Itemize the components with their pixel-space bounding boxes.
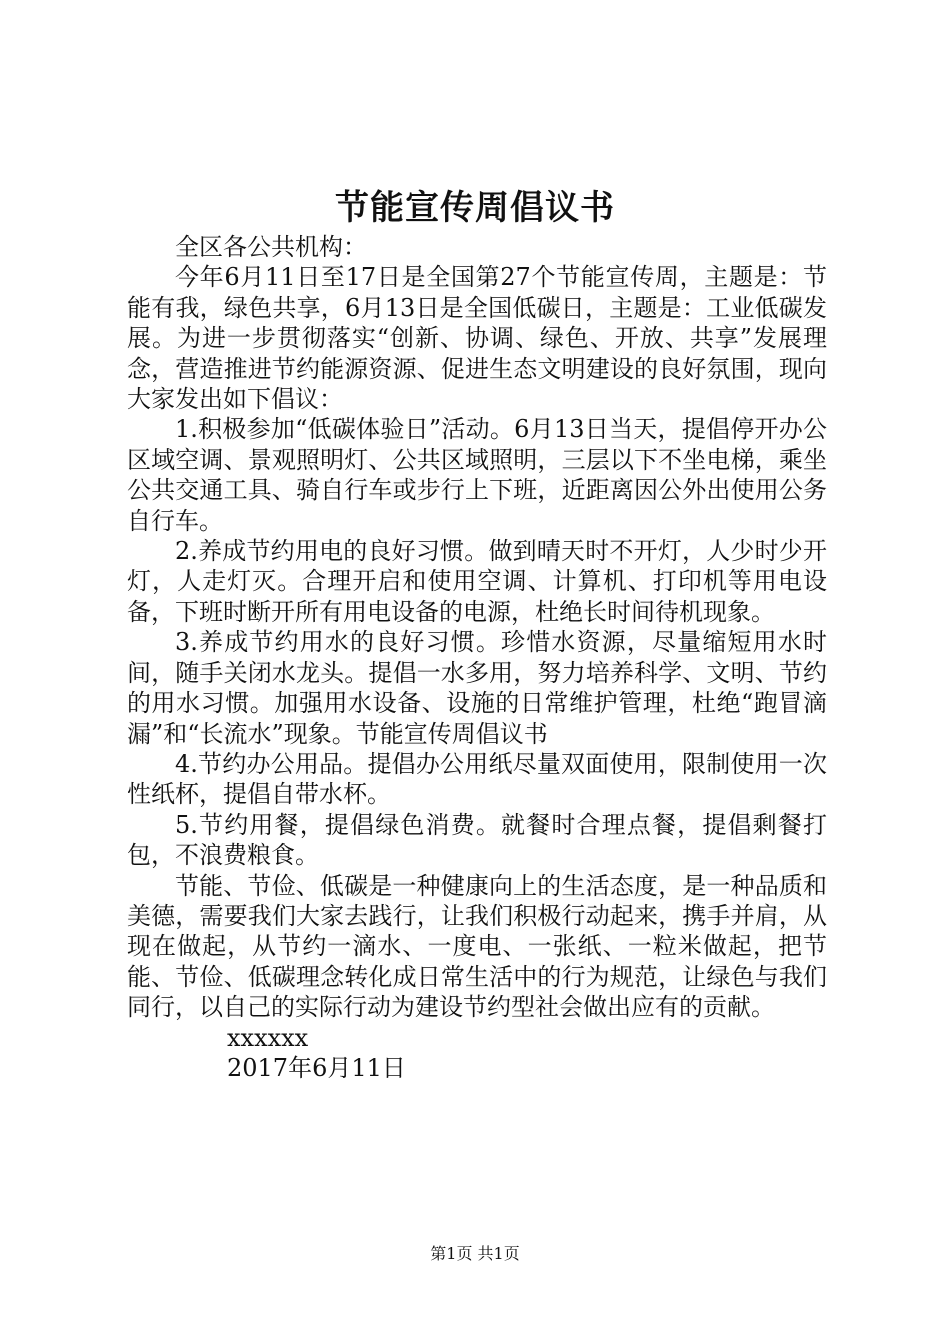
page-footer: 第1页 共1页 [430,1244,520,1263]
paragraph-item-3: 3.养成节约用水的良好习惯。珍惜水资源，尽量缩短用水时间，随手关闭水龙头。提倡一水多用，努力培养科学、文明、节约的用水习惯。加强用水设备、设施的日常维护管理，杜绝“跑冒滴漏”和“长流水”现象。节能宣传周倡议书 [127,628,827,748]
document-title: 节能宣传周倡议书 [335,188,615,228]
paragraph-closing: 节能、节俭、低碳是一种健康向上的生活态度，是一种品质和美德，需要我们大家去践行，让我们积极行动起来，携手并肩，从现在做起，从节约一滴水、一度电、一张纸、一粒米做起，把节能、节俭、低碳理念转化成日常生活中的行为规范，让绿色与我们同行，以自己的实际行动为建设节约型社会做出应有的贡献。 [127,871,827,1022]
paragraph-item-5: 5.节约用餐，提倡绿色消费。就餐时合理点餐，提倡剩餐打包，不浪费粮食。 [127,810,827,870]
paragraph-intro: 今年6月11日至17日是全国第27个节能宣传周，主题是：节能有我，绿色共享，6月13日是全国低碳日，主题是：工业低碳发展。为进一步贯彻落实“创新、协调、绿色、开放、共享”发展理念，营造推进节约能源资源、促进生态文明建设的良好氛围，现向大家发出如下倡议： [127,263,827,414]
document-date: 2017年6月11日 [227,1053,406,1082]
paragraph-item-1: 1.积极参加“低碳体验日”活动。6月13日当天，提倡停开办公区域空调、景观照明灯、公共区域照明，三层以下不坐电梯，乘坐公共交通工具、骑自行车或步行上下班，近距离因公外出使用公务自行车。 [127,415,827,535]
signature: xxxxxx [227,1023,309,1052]
document-body [127,232,827,1083]
paragraph-item-2: 2.养成节约用电的良好习惯。做到晴天时不开灯，人少时少开灯，人走灯灭。合理开启和使用空调、计算机、打印机等用电设备，下班时断开所有用电设备的电源，杜绝长时间待机现象。 [127,537,827,626]
paragraph-item-4: 4.节约办公用品。提倡办公用纸尽量双面使用，限制使用一次性纸杯，提倡自带水杯。 [127,749,827,809]
salutation: 全区各公共机构： [175,233,367,261]
